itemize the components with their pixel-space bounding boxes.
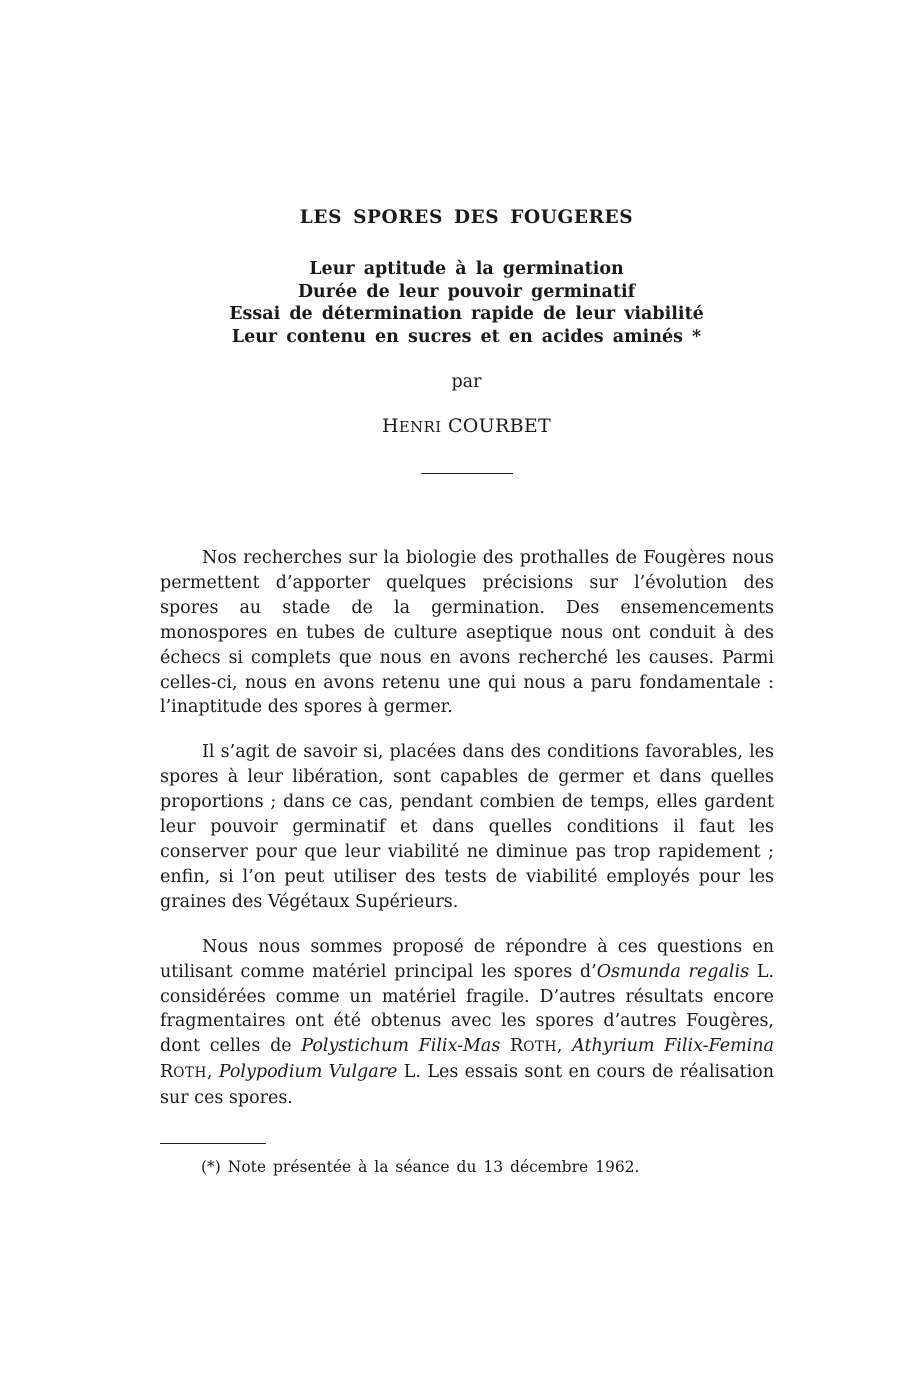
species-name: Polystichum Filix-Mas [301, 1036, 501, 1057]
text-run: L. considérées comme un matériel fragile. D’autres résultats encore fragmentaires ont été obtenus avec les spores d’autres Fougères, dont celles de [160, 961, 775, 1057]
subtitle-block [0, 258, 915, 348]
text-run: , [556, 1036, 573, 1057]
subtitle-line: Essai de détermination rapide de leur viabilité [229, 304, 704, 324]
subtitle-line: Leur aptitude à la germination [309, 259, 624, 279]
text-run: L. Les essais sont en cours de réalisation sur ces spores. [160, 1062, 774, 1109]
text-run: , [206, 1062, 219, 1083]
paragraph [160, 935, 774, 1111]
text-run: Nous nous sommes proposé de répondre à ces questions en utilisant comme matériel principal les spores d’ [160, 936, 774, 982]
footnote-divider [160, 1143, 266, 1144]
species-name: Athyrium Filix-Femina [572, 1036, 774, 1057]
byline: par [451, 372, 482, 392]
paragraph: Il s’agit de savoir si, placées dans des conditions favorables, les spores à leur libération, sont capables de germer et dans quelles proportions ; dans ce cas, pendant combien de temps, elles gardent leur pouvoir germinatif et dans quelles conditions il faut les conserver pour que leur viabilité ne diminue pas trop rapidement ; enfin, si l’on peut utiliser des tests de viabilité employés pour les graines des Végétaux Supérieurs. [160, 742, 774, 912]
author-name [0, 415, 915, 437]
author-first-rest: ENRI [398, 419, 442, 436]
footnote: (*) Note présentée à la séance du 13 décembre 1962. [201, 1158, 640, 1176]
title-divider [421, 473, 513, 474]
author-first-initial: H [381, 415, 399, 437]
author-abbrev-initial: R [500, 1036, 524, 1057]
subtitle-line: Leur contenu en sucres et en acides aminés * [231, 326, 702, 347]
species-name: Osmunda regalis [596, 961, 750, 982]
species-name: Polypodium Vulgare [218, 1062, 398, 1083]
author-abbrev-rest: OTH [523, 1039, 557, 1056]
paragraph: Nos recherches sur la biologie des prothalles de Fougères nous permettent d’apporter quelques précisions sur l’évolution des spores au stade de la germination. Des ensemencements monospores en tubes de culture aseptique nous ont conduit à des échecs si complets que nous en avons recherché les causes. Parmi celles-ci, nous en avons retenu une qui nous a paru fondamentale : l’inaptitude des spores à germer. [160, 548, 774, 718]
paper-title: LES SPORES DES FOUGERES [299, 207, 634, 228]
author-abbrev-rest: OTH [173, 1065, 207, 1082]
author-last-name: COURBET [447, 415, 552, 437]
article-body [160, 546, 774, 1131]
author-abbrev-initial: R [160, 1062, 174, 1083]
subtitle-line: Durée de leur pouvoir germinatif [297, 281, 636, 302]
